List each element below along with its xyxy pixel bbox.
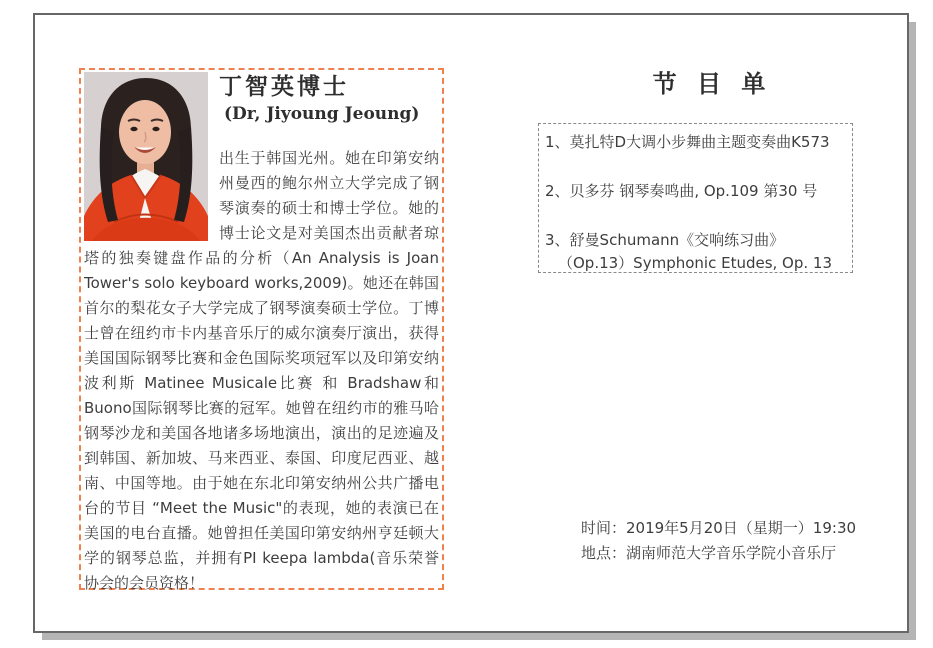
program-item-number: 2、 — [545, 182, 570, 200]
event-info — [581, 516, 856, 566]
program-item-text: 贝多芬 钢琴奏鸣曲, Op.109 第30 号 — [569, 182, 818, 200]
pianist-name-english: (Dr, Jiyoung Jeoung) — [224, 104, 420, 124]
event-venue: 地点：湖南师范大学音乐学院小音乐厅 — [581, 544, 837, 562]
program-item-text: 舒曼Schumann《交响练习曲》 — [569, 231, 785, 249]
program-item-3 — [545, 230, 846, 275]
program-title: 节 目 单 — [652, 69, 772, 98]
program-item-number: 3、 — [545, 231, 570, 249]
program-item-2 — [545, 181, 846, 202]
program-item-text: 莫扎特D大调小步舞曲主题变奏曲K573 — [569, 133, 830, 151]
program-item-1 — [545, 132, 846, 153]
pianist-name: 丁智英博士 — [219, 73, 349, 100]
bio-section — [79, 68, 444, 590]
pianist-portrait-illustration — [84, 72, 208, 241]
program-item-number: 1、 — [545, 133, 570, 151]
event-time: 时间：2019年5月20日（星期一）19:30 — [581, 519, 857, 537]
concert-program-page — [33, 13, 909, 633]
program-item-text-line2: （Op.13）Symphonic Etudes, Op. 13 — [558, 254, 833, 272]
program-list — [538, 123, 853, 273]
bio-paragraph: 出生于韩国光州。她在印第安纳州曼西的鲍尔州立大学完成了钢琴演奏的硕士和博士学位。她的博士论文是对美国杰出贡献者琼塔的独奏键盘作品的分析（An Analysis is Joan Tower's solo keyboard works,2009)。她还在韩国首尔的梨花女子大学完成了钢琴演奏硕士学位。丁博士曾在纽约市卡内基音乐厅的威尔演奏厅演出，获得美国国际钢琴比赛和金色国际奖项冠军以及印第安纳波利斯 Matinee Musicale比赛 和 Bradshaw和Buono国际钢琴比赛的冠军。她曾在纽约市的雅马哈钢琴沙龙和美国各地诸多场地演出，演出的足迹遍及到韩国、新加坡、马来西亚、泰国、印度尼西亚、越南、中国等地。由于她在东北印第安纳州公共广播电台的节目 “Meet the Music"的表现，她的表演已在美国的电台直播。她曾担任美国印第安纳州亨廷顿大学的钢琴总监，并拥有PI keepa lambda(音乐荣誉协会的会员资格！ — [84, 149, 439, 592]
pianist-photo — [84, 72, 208, 241]
